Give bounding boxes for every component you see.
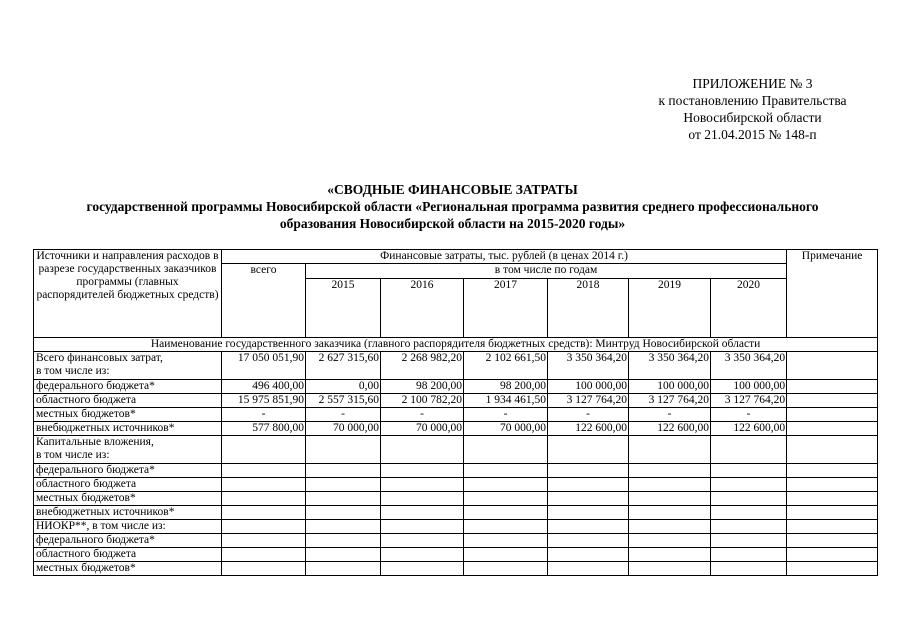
value-cell (629, 534, 711, 548)
value-cell (629, 548, 711, 562)
header-sources: Источники и направления расходов в разрезе государственных заказчиков программы (главных распорядителей бюджетных средств) (34, 250, 222, 338)
value-cell (381, 492, 464, 506)
header-year: 2016 (381, 279, 464, 338)
value-cell (222, 562, 306, 576)
value-cell (548, 534, 629, 548)
table-row (34, 394, 878, 408)
header-year: 2017 (464, 279, 548, 338)
value-cell: 100 000,00 (629, 380, 711, 394)
value-cell (464, 520, 548, 534)
value-cell (464, 548, 548, 562)
value-cell: 100 000,00 (711, 380, 787, 394)
note-cell (787, 478, 878, 492)
row-label-subtext: в том числе из: (36, 365, 110, 377)
value-cell (548, 520, 629, 534)
value-cell (548, 492, 629, 506)
appendix-line: Новосибирской области (683, 110, 822, 125)
row-label-text: внебюджетных источников* (36, 506, 175, 518)
header-year: 2015 (306, 279, 381, 338)
note-cell (787, 352, 878, 380)
value-cell (306, 548, 381, 562)
table-row (34, 380, 878, 394)
table-row (34, 506, 878, 520)
row-label (34, 408, 222, 422)
row-label-text: Всего финансовых затрат, (36, 352, 163, 364)
value-cell (464, 464, 548, 478)
value-cell (381, 562, 464, 576)
row-label-text: федерального бюджета* (36, 380, 155, 392)
value-cell (629, 492, 711, 506)
value-cell (711, 534, 787, 548)
note-cell (787, 506, 878, 520)
row-label (34, 478, 222, 492)
value-cell (711, 520, 787, 534)
value-cell: 70 000,00 (306, 422, 381, 436)
value-cell (306, 492, 381, 506)
appendix-line: к постановлению Правительства (658, 93, 847, 108)
note-cell (787, 534, 878, 548)
row-label (34, 436, 222, 464)
value-cell (629, 520, 711, 534)
value-cell (548, 436, 629, 464)
value-cell (548, 464, 629, 478)
value-cell (222, 436, 306, 464)
row-label (34, 492, 222, 506)
value-cell (464, 506, 548, 520)
row-label (34, 352, 222, 380)
value-cell (306, 436, 381, 464)
financial-costs-table (33, 249, 878, 576)
value-cell (464, 492, 548, 506)
row-label (34, 534, 222, 548)
table-row (34, 548, 878, 562)
table-row (34, 562, 878, 576)
value-cell: 1 934 461,50 (464, 394, 548, 408)
note-cell (787, 436, 878, 464)
header-year: 2019 (629, 279, 711, 338)
value-cell (629, 464, 711, 478)
customer-row: Наименование государственного заказчика (главного распорядителя бюджетных средств): Минтруд Новосибирской области (34, 338, 878, 352)
value-cell: 3 350 364,20 (548, 352, 629, 380)
row-label (34, 506, 222, 520)
header-total: всего (222, 264, 306, 338)
value-cell: 15 975 851,90 (222, 394, 306, 408)
value-cell (464, 436, 548, 464)
value-cell: 3 127 764,20 (548, 394, 629, 408)
value-cell: - (464, 408, 548, 422)
value-cell (222, 506, 306, 520)
header-note: Примечание (787, 250, 878, 338)
value-cell: - (629, 408, 711, 422)
table-row (34, 478, 878, 492)
row-label (34, 562, 222, 576)
value-cell (711, 492, 787, 506)
value-cell: 70 000,00 (381, 422, 464, 436)
row-label (34, 548, 222, 562)
table-row (34, 408, 878, 422)
table-row (34, 422, 878, 436)
value-cell (222, 534, 306, 548)
note-cell (787, 422, 878, 436)
value-cell (711, 436, 787, 464)
table-row (34, 436, 878, 464)
note-cell (787, 520, 878, 534)
value-cell (548, 548, 629, 562)
row-label-text: местных бюджетов* (36, 492, 136, 504)
value-cell (548, 562, 629, 576)
value-cell: - (711, 408, 787, 422)
value-cell (306, 478, 381, 492)
title-line: «СВОДНЫЕ ФИНАНСОВЫЕ ЗАТРАТЫ (327, 182, 578, 197)
value-cell: 2 100 782,20 (381, 394, 464, 408)
value-cell: 98 200,00 (464, 380, 548, 394)
table-row (34, 352, 878, 380)
title-line: государственной программы Новосибирской области «Региональная программа развития среднего профессионального (86, 199, 819, 214)
value-cell (711, 506, 787, 520)
table-row (34, 520, 878, 534)
value-cell: 0,00 (306, 380, 381, 394)
value-cell (381, 520, 464, 534)
row-label (34, 464, 222, 478)
value-cell (222, 548, 306, 562)
value-cell: 2 102 661,50 (464, 352, 548, 380)
table-row (34, 534, 878, 548)
value-cell (711, 464, 787, 478)
value-cell (306, 464, 381, 478)
value-cell (629, 562, 711, 576)
value-cell: 17 050 051,90 (222, 352, 306, 380)
row-label-text: НИОКР**, в том числе из: (36, 520, 166, 532)
value-cell (381, 506, 464, 520)
value-cell: 122 600,00 (629, 422, 711, 436)
row-label-text: областного бюджета (36, 478, 137, 490)
value-cell: 496 400,00 (222, 380, 306, 394)
row-label-text: федерального бюджета* (36, 464, 155, 476)
appendix-line: ПРИЛОЖЕНИЕ № 3 (692, 76, 813, 91)
value-cell (464, 562, 548, 576)
value-cell: 3 350 364,20 (711, 352, 787, 380)
note-cell (787, 394, 878, 408)
value-cell: - (306, 408, 381, 422)
note-cell (787, 464, 878, 478)
value-cell (629, 436, 711, 464)
title-line: образования Новосибирской области на 2015-2020 годы» (279, 216, 626, 231)
value-cell: 122 600,00 (711, 422, 787, 436)
value-cell (629, 506, 711, 520)
value-cell (381, 548, 464, 562)
value-cell (629, 478, 711, 492)
value-cell (464, 534, 548, 548)
value-cell (222, 520, 306, 534)
value-cell: - (548, 408, 629, 422)
appendix-line: от 21.04.2015 № 148-п (688, 127, 817, 142)
value-cell: 3 127 764,20 (629, 394, 711, 408)
table-row (34, 492, 878, 506)
row-label (34, 520, 222, 534)
row-label-text: местных бюджетов* (36, 562, 136, 574)
row-label (34, 380, 222, 394)
value-cell (381, 436, 464, 464)
value-cell (306, 562, 381, 576)
value-cell (381, 534, 464, 548)
value-cell: 3 350 364,20 (629, 352, 711, 380)
value-cell: 2 627 315,60 (306, 352, 381, 380)
row-label-subtext: в том числе из: (36, 449, 110, 461)
value-cell (222, 478, 306, 492)
value-cell: - (381, 408, 464, 422)
row-label-text: областного бюджета (36, 548, 137, 560)
value-cell (306, 506, 381, 520)
value-cell (381, 464, 464, 478)
value-cell (464, 478, 548, 492)
value-cell: - (222, 408, 306, 422)
row-label-text: внебюджетных источников* (36, 422, 175, 434)
value-cell: 100 000,00 (548, 380, 629, 394)
value-cell: 2 268 982,20 (381, 352, 464, 380)
value-cell (306, 534, 381, 548)
value-cell (711, 548, 787, 562)
value-cell: 3 127 764,20 (711, 394, 787, 408)
row-label-text: Капитальные вложения, (36, 436, 154, 448)
table-row (34, 464, 878, 478)
header-by-years: в том числе по годам (306, 264, 787, 279)
note-cell (787, 492, 878, 506)
value-cell: 577 800,00 (222, 422, 306, 436)
value-cell (222, 464, 306, 478)
value-cell (711, 562, 787, 576)
note-cell (787, 548, 878, 562)
row-label (34, 422, 222, 436)
value-cell: 122 600,00 (548, 422, 629, 436)
row-label (34, 394, 222, 408)
value-cell: 2 557 315,60 (306, 394, 381, 408)
row-label-text: областного бюджета (36, 394, 137, 406)
header-year: 2018 (548, 279, 629, 338)
document-title (0, 181, 905, 232)
value-cell (711, 478, 787, 492)
appendix-block (600, 75, 905, 143)
note-cell (787, 408, 878, 422)
row-label-text: федерального бюджета* (36, 534, 155, 546)
value-cell: 70 000,00 (464, 422, 548, 436)
value-cell: 98 200,00 (381, 380, 464, 394)
row-label-text: местных бюджетов* (36, 408, 136, 420)
header-year: 2020 (711, 279, 787, 338)
value-cell (381, 478, 464, 492)
value-cell (222, 492, 306, 506)
note-cell (787, 380, 878, 394)
note-cell (787, 562, 878, 576)
value-cell (306, 520, 381, 534)
value-cell (548, 506, 629, 520)
value-cell (548, 478, 629, 492)
header-fin-costs: Финансовые затраты, тыс. рублей (в ценах 2014 г.) (222, 250, 787, 264)
